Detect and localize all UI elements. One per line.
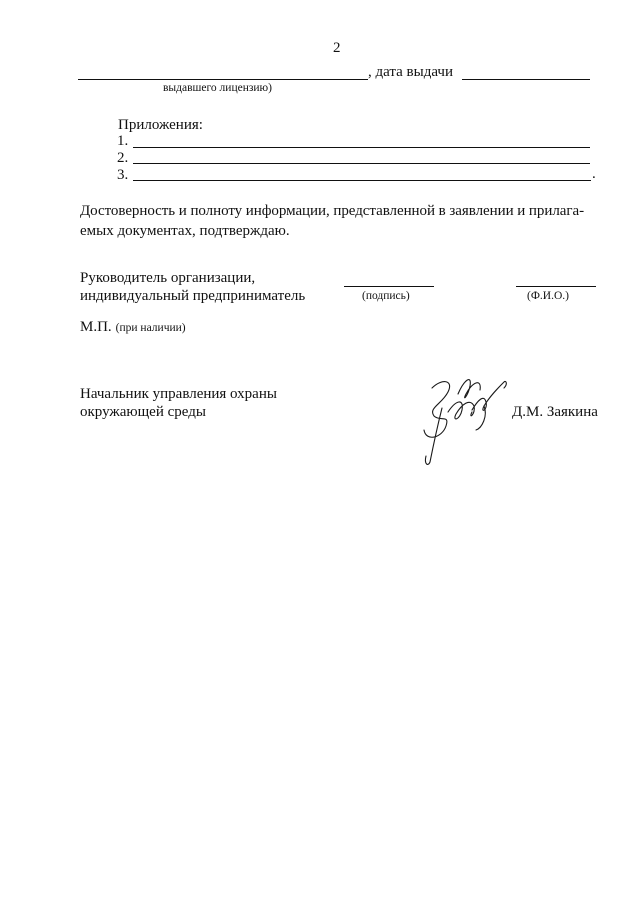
signature-blank-line [344,286,434,287]
full-name-caption: (Ф.И.О.) [527,290,569,302]
attachment-item-1-line [133,147,590,148]
confirmation-line-2: емых документах, подтверждаю. [80,223,290,239]
attachments-heading: Приложения: [118,117,203,133]
attachment-end-mark: . [592,166,596,182]
approval-title-line-2: окружающей среды [80,404,206,420]
seal-note-caption: (при наличии) [115,322,186,334]
attachment-item-2-line [133,163,590,164]
signature-caption: (подпись) [362,290,410,302]
approval-signer-name: Д.М. Заякина [512,404,598,420]
issuer-caption: выдавшего лицензию) [163,82,272,94]
handwritten-signature [412,368,516,468]
signatory-title-line-2: индивидуальный предприниматель [80,288,306,304]
attachment-item-2-number: 2. [117,150,129,166]
attachment-item-1-number: 1. [117,133,129,149]
seal-label: М.П. [80,319,112,335]
issue-date-blank-line [462,79,590,80]
license-issuer-blank-line [78,79,368,80]
confirmation-line-1: Достоверность и полноту информации, представленной в заявлении и прилага- [80,203,585,219]
attachment-item-3-number: 3. [117,167,129,183]
seal-note [80,318,186,336]
full-name-blank-line [516,286,596,287]
page-number: 2 [333,40,341,56]
approval-title-line-1: Начальник управления охраны [80,386,277,402]
signatory-title-line-1: Руководитель организации, [80,270,256,286]
attachment-item-3-line [133,180,591,181]
issue-date-label: , дата выдачи [368,64,453,80]
